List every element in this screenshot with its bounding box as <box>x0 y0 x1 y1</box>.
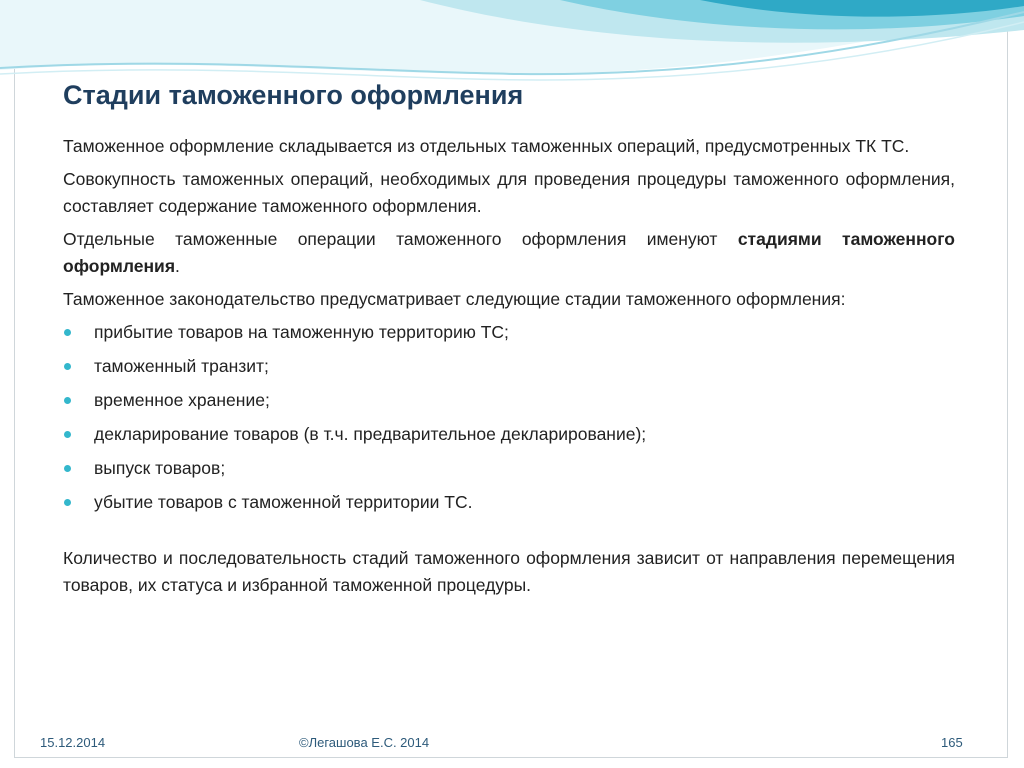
list-item-text: таможенный транзит; <box>94 356 269 376</box>
list-item <box>63 455 955 482</box>
list-item-text: временное хранение; <box>94 390 270 410</box>
list-item <box>63 319 955 346</box>
list-item-text: прибытие товаров на таможенную территорию ТС; <box>94 322 509 342</box>
bullet-dot-icon <box>64 363 71 370</box>
list-item <box>63 489 955 516</box>
list-item-text: выпуск товаров; <box>94 458 226 478</box>
bullet-dot-icon <box>64 431 71 438</box>
list-item <box>63 387 955 414</box>
bullet-dot-icon <box>64 397 71 404</box>
paragraph-3 <box>63 226 955 280</box>
paragraph-2: Совокупность таможенных операций, необходимых для проведения процедуры таможенного оформления, составляет содержание таможенного оформления. <box>63 169 955 216</box>
bullet-dot-icon <box>64 329 71 336</box>
list-item-text: декларирование товаров (в т.ч. предварительное декларирование); <box>94 424 647 444</box>
list-item <box>63 353 955 380</box>
header-waves <box>0 0 1024 90</box>
paragraph-3-emphasis: стадиями таможенного оформления <box>63 229 955 276</box>
bullet-dot-icon <box>64 499 71 506</box>
list-item <box>63 421 955 448</box>
paragraph-1: Таможенное оформление складывается из отдельных таможенных операций, предусмотренных ТК ТС. <box>63 136 910 156</box>
slide-title: Стадии таможенного оформления <box>63 80 524 110</box>
paragraph-4: Таможенное законодательство предусматривает следующие стадии таможенного оформления: <box>63 289 846 309</box>
paragraph-3-text: Отдельные таможенные операции таможенного оформления именуют <box>63 229 738 249</box>
bullet-dot-icon <box>64 465 71 472</box>
slide-content <box>63 133 955 605</box>
footer-author: ©Легашова Е.С. 2014 <box>299 735 430 750</box>
footer-date: 15.12.2014 <box>40 735 106 750</box>
closing-paragraph: Количество и последовательность стадий таможенного оформления зависит от направления перемещения товаров, их статуса и избранной таможенной процедуры. <box>63 548 955 595</box>
footer-page-number: 165 <box>941 735 963 750</box>
list-item-text: убытие товаров с таможенной территории ТС. <box>94 492 473 512</box>
paragraph-3-end: . <box>175 256 180 276</box>
spacer <box>63 523 955 545</box>
stages-list <box>63 319 955 516</box>
